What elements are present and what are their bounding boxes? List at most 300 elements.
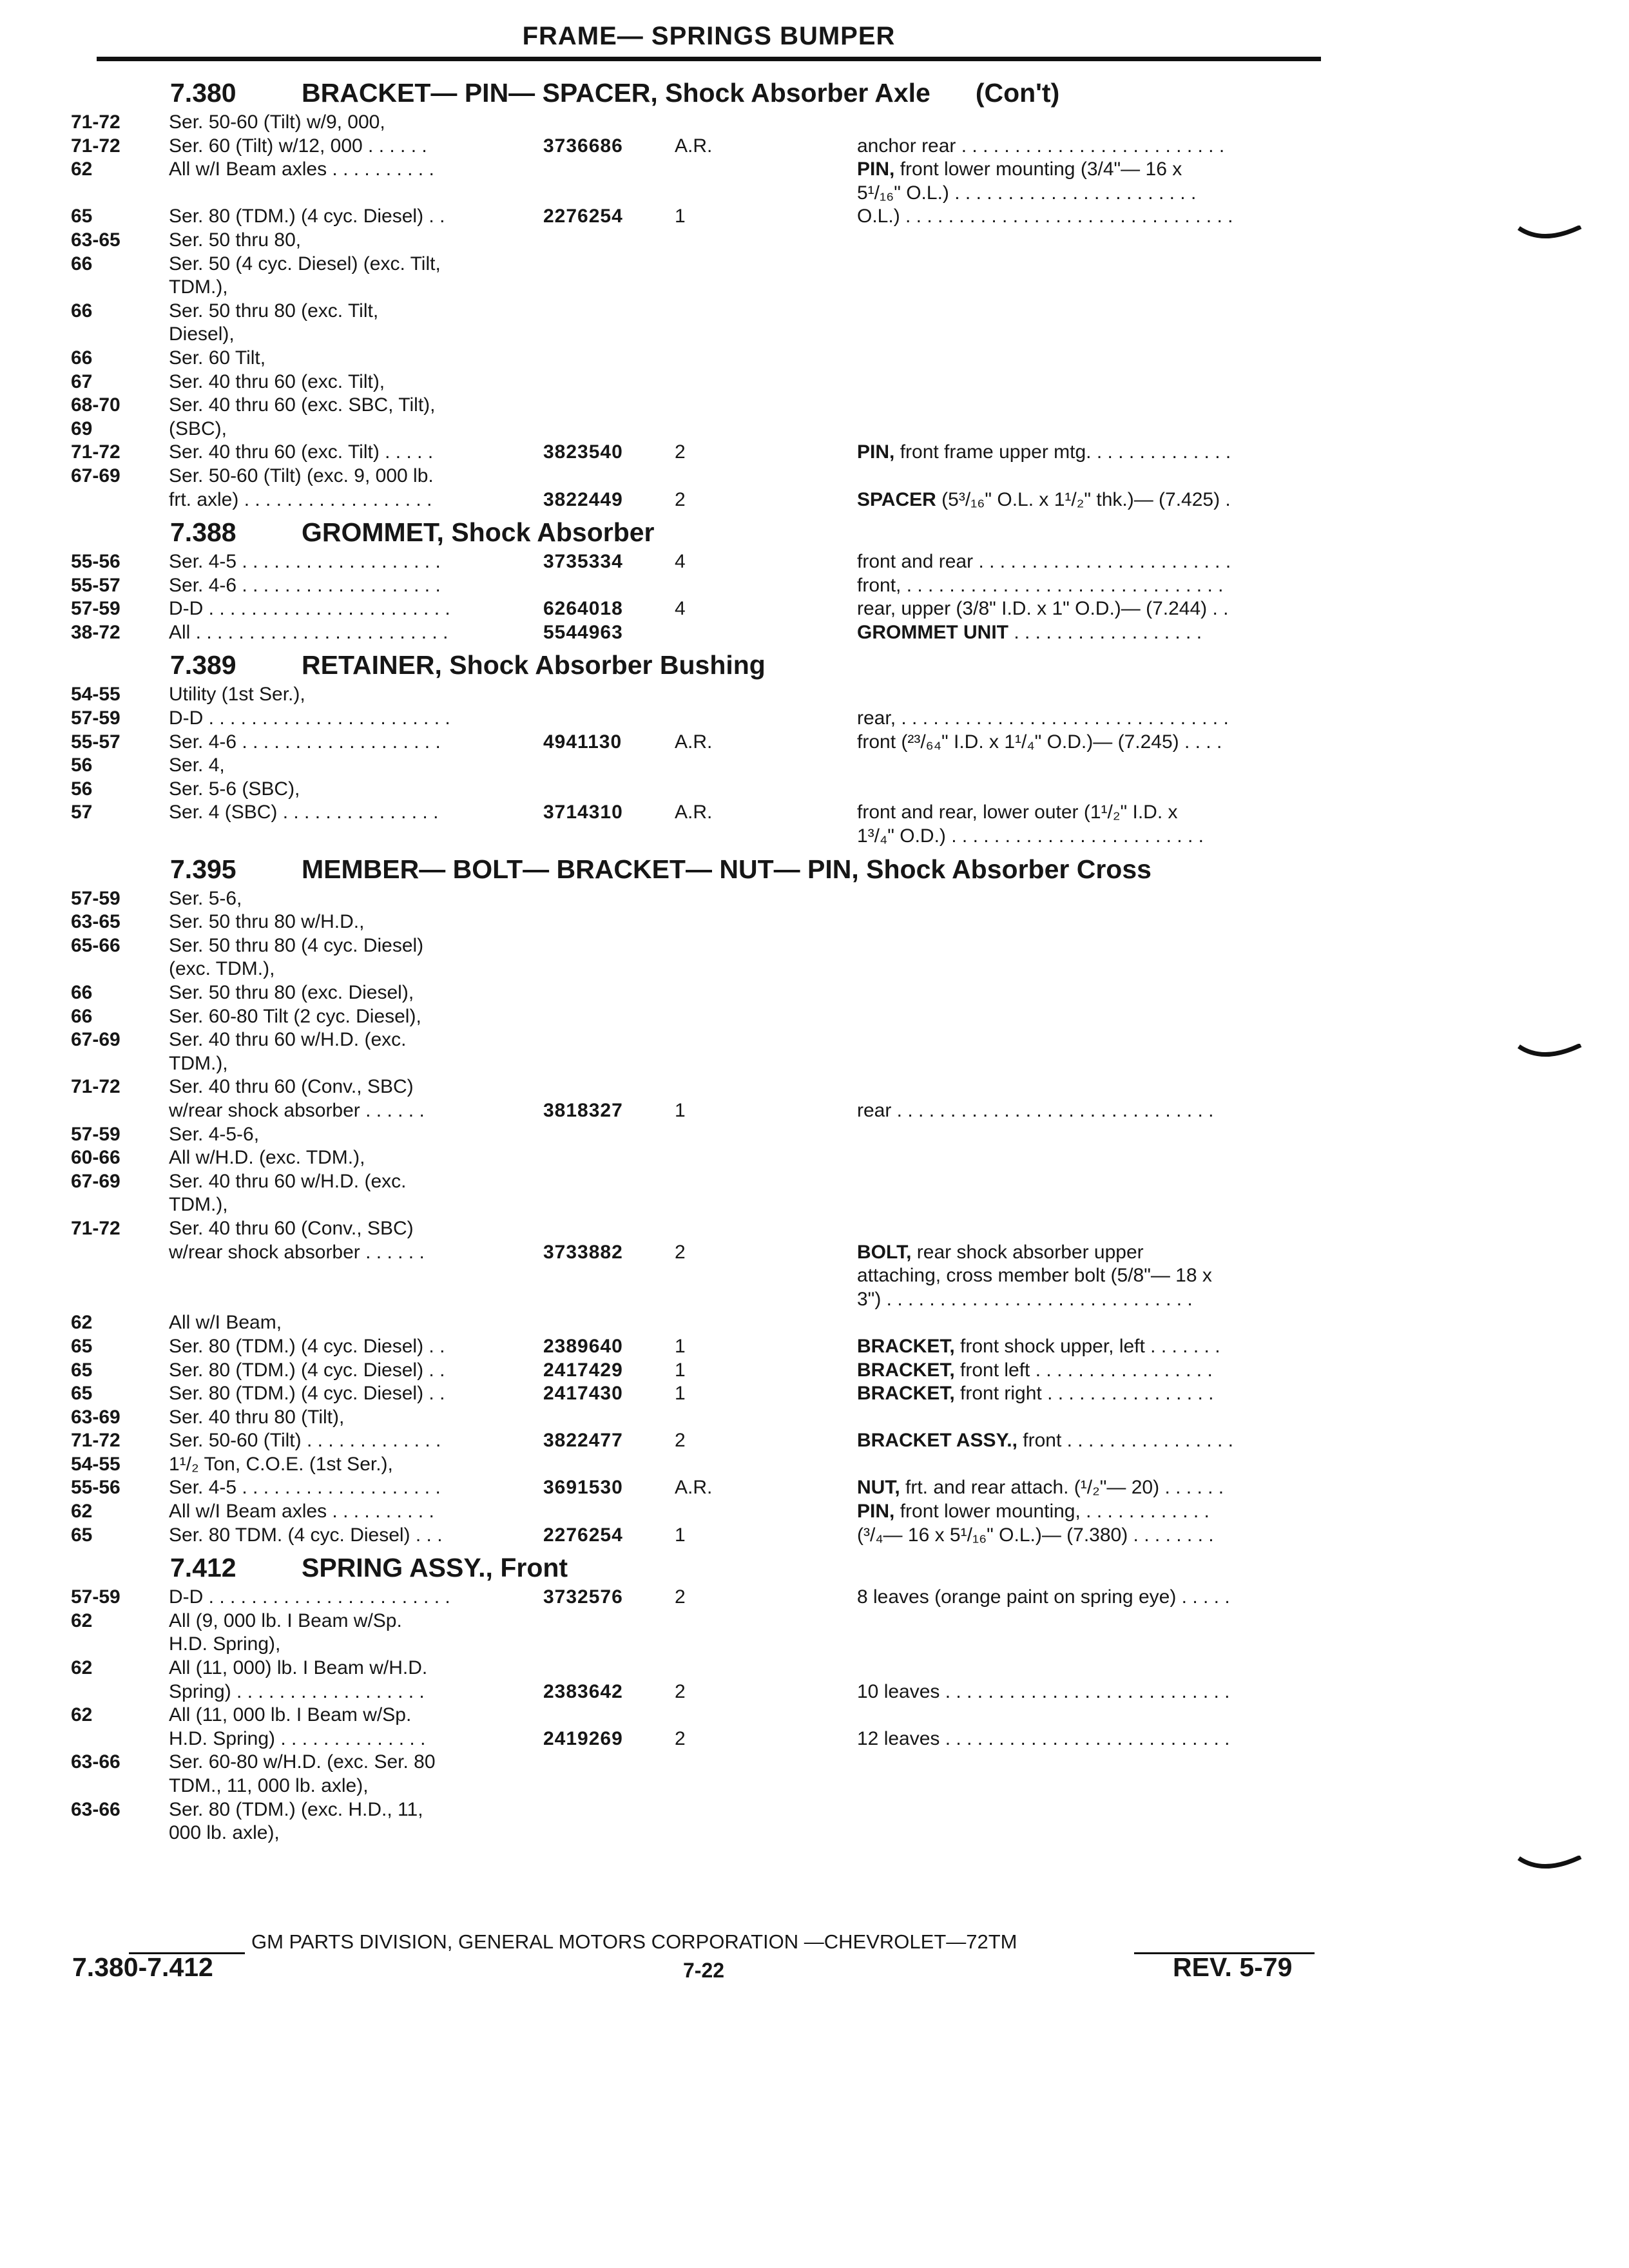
part-detail: front (²³/₆₄" I.D. x 1¹/₄" O.D.)— (7.245) . . . . (857, 731, 1222, 753)
part-description (857, 441, 1392, 465)
quantity: A.R. (675, 731, 713, 753)
application: Ser. 40 thru 60 w/H.D. (exc. (169, 1170, 407, 1192)
part-number: 3714310 (543, 802, 623, 823)
model-year: 65 (71, 206, 93, 227)
part-name: BRACKET ASSY., (857, 1430, 1017, 1452)
model-year: 69 (71, 418, 93, 439)
catalog-row (71, 1774, 1334, 1798)
catalog-row (71, 1633, 1334, 1657)
section-number: 7.395 (170, 854, 236, 884)
application: 1¹/₂ Ton, C.O.E. (1st Ser.), (169, 1453, 393, 1475)
catalog-row (71, 1170, 1334, 1194)
application: All (11, 000) lb. I Beam w/H.D. (169, 1657, 428, 1679)
part-number: 6264018 (543, 598, 623, 620)
catalog-row (71, 1028, 1334, 1052)
quantity: 2 (675, 488, 686, 510)
quantity: 1 (675, 1359, 686, 1381)
footer-division: GM PARTS DIVISION, GENERAL MOTORS CORPORATION —CHEVROLET—72TM (251, 1930, 1017, 1953)
part-detail: front right . . . . . . . . . . . . . . . . (954, 1383, 1214, 1405)
catalog-row (71, 1311, 1334, 1335)
application: Ser. 4, (169, 754, 225, 776)
quantity: 2 (675, 1241, 686, 1263)
application: Ser. 5-6, (169, 887, 242, 909)
part-detail: front lower mounting, . . . . . . . . . . . . (894, 1501, 1210, 1523)
model-year: 55-57 (71, 574, 120, 596)
model-year: 57-59 (71, 1123, 120, 1145)
part-detail: O.L.) . . . . . . . . . . . . . . . . . . . . . . . . . . . . . . . (857, 206, 1233, 227)
catalog-row (71, 887, 1334, 911)
part-description (857, 205, 1392, 229)
application: Ser. 50 thru 80 (exc. Tilt, (169, 300, 379, 322)
application: Ser. 40 thru 60 (exc. SBC, Tilt), (169, 394, 436, 416)
binder-hole-mark (1518, 1856, 1582, 1875)
application: Ser. 50 (4 cyc. Diesel) (exc. Tilt, (169, 253, 441, 274)
model-year: 57-59 (71, 887, 120, 909)
application: Spring) . . . . . . . . . . . . . . . . . . (169, 1680, 425, 1702)
section-title-text: GROMMET, Shock Absorber (302, 517, 655, 548)
application: TDM.), (169, 1052, 228, 1074)
model-year: 71-72 (71, 1076, 120, 1098)
model-year: 57-59 (71, 707, 120, 729)
model-year: 57-59 (71, 598, 120, 620)
catalog-row (71, 158, 1334, 182)
application: Ser. 60 Tilt, (169, 347, 266, 369)
model-year: 66 (71, 1005, 93, 1027)
application: Ser. 4-6 . . . . . . . . . . . . . . . . . . . (169, 731, 441, 753)
quantity: 4 (675, 598, 686, 620)
quantity: 1 (675, 1099, 686, 1121)
application: All w/I Beam axles . . . . . . . . . . (169, 159, 434, 180)
part-name: PIN, (857, 1501, 895, 1523)
catalog-row (71, 1005, 1334, 1029)
catalog-row (71, 465, 1334, 488)
model-year: 66 (71, 300, 93, 322)
part-description (857, 731, 1392, 754)
part-detail: anchor rear . . . . . . . . . . . . . . . . . . . . . . . . . (857, 135, 1225, 157)
model-year: 71-72 (71, 1217, 120, 1239)
part-detail: 5¹/₁₆" O.L.) . . . . . . . . . . . . . . . . . . . . . . . (857, 182, 1197, 204)
catalog-row (71, 488, 1334, 512)
part-name: BRACKET, (857, 1383, 955, 1405)
section-title (302, 647, 766, 683)
application: Ser. 4-5 . . . . . . . . . . . . . . . . . . . (169, 551, 441, 573)
catalog-row (71, 1821, 1334, 1845)
model-year: 66 (71, 253, 93, 274)
footer-section-range: 7.380-7.412 (72, 1952, 213, 1982)
catalog-row (71, 597, 1334, 621)
quantity: 2 (675, 1430, 686, 1452)
part-name: GROMMET UNIT (857, 621, 1008, 643)
catalog-row (71, 574, 1334, 598)
catalog-row (71, 1382, 1334, 1406)
part-detail: (³/₄— 16 x 5¹/₁₆" O.L.)— (7.380) . . . . . . . . (857, 1524, 1214, 1546)
application: Ser. 40 thru 60 (Conv., SBC) (169, 1217, 414, 1239)
application: Ser. 5-6 (SBC), (169, 778, 300, 800)
part-detail: front left . . . . . . . . . . . . . . . . . (954, 1359, 1213, 1381)
application: Ser. 40 thru 60 w/H.D. (exc. (169, 1029, 407, 1051)
section-heading (71, 75, 1334, 111)
part-number: 2383642 (543, 1680, 623, 1702)
part-name: BOLT, (857, 1241, 912, 1263)
application: Ser. 40 thru 80 (Tilt), (169, 1406, 345, 1428)
binder-hole-mark (1518, 1044, 1582, 1063)
catalog-row (71, 621, 1334, 645)
part-detail: frt. and rear attach. (¹/₂"— 20) . . . . . . (900, 1477, 1224, 1499)
quantity: 1 (675, 206, 686, 227)
catalog-row (71, 135, 1334, 159)
catalog-row (71, 441, 1334, 465)
catalog-row (71, 731, 1334, 754)
catalog-row (71, 253, 1334, 276)
model-year: 65 (71, 1335, 93, 1357)
catalog-row (71, 229, 1334, 253)
catalog-row (71, 394, 1334, 418)
part-detail: front, . . . . . . . . . . . . . . . . . . . . . . . . . . . . . . (857, 574, 1224, 596)
application: Ser. 40 thru 60 (Conv., SBC) (169, 1076, 414, 1098)
catalog-row (71, 370, 1334, 394)
part-number: 3691530 (543, 1477, 623, 1499)
model-year: 38-72 (71, 621, 120, 643)
catalog-row (71, 1610, 1334, 1633)
catalog-row (71, 1657, 1334, 1680)
model-year: 57 (71, 802, 93, 823)
part-number: 2417429 (543, 1359, 623, 1381)
part-number: 3822477 (543, 1430, 623, 1452)
model-year: 63-65 (71, 229, 120, 251)
application: Ser. 50-60 (Tilt) w/9, 000, (169, 111, 385, 133)
catalog-row (71, 205, 1334, 229)
catalog-row (71, 1241, 1334, 1265)
part-number: 3818327 (543, 1099, 623, 1121)
application: Ser. 4-5-6, (169, 1123, 260, 1145)
part-description (857, 1524, 1392, 1548)
application: All w/I Beam axles . . . . . . . . . . (169, 1501, 434, 1523)
model-year: 55-56 (71, 1477, 120, 1499)
quantity: A.R. (675, 1477, 713, 1499)
part-description (857, 1500, 1392, 1524)
catalog-row (71, 1406, 1334, 1430)
quantity: A.R. (675, 802, 713, 823)
application: H.D. Spring) . . . . . . . . . . . . . . (169, 1727, 426, 1749)
part-number: 3733882 (543, 1241, 623, 1263)
part-detail: 10 leaves . . . . . . . . . . . . . . . . . . . . . . . . . . . (857, 1680, 1230, 1702)
catalog-row (71, 1500, 1334, 1524)
model-year: 65 (71, 1383, 93, 1405)
catalog-row (71, 1453, 1334, 1477)
catalog-row (71, 1704, 1334, 1727)
application: TDM.), (169, 1194, 228, 1216)
part-description (857, 1359, 1392, 1383)
part-detail: rear shock absorber upper (911, 1241, 1144, 1263)
part-description (857, 1586, 1392, 1610)
part-number: 3735334 (543, 551, 623, 573)
application: Ser. 60 (Tilt) w/12, 000 . . . . . . (169, 135, 427, 157)
model-year: 63-66 (71, 1798, 120, 1820)
catalog-row (71, 550, 1334, 574)
catalog-row (71, 1075, 1334, 1099)
part-name: BRACKET, (857, 1359, 955, 1381)
catalog-row (71, 1052, 1334, 1076)
parts-catalog-body (71, 72, 1334, 1845)
section-continued: (Con't) (975, 78, 1060, 108)
model-year: 55-56 (71, 551, 120, 573)
footer-page-number: 7-22 (683, 1959, 725, 1982)
part-description (857, 825, 1392, 849)
application: All w/H.D. (exc. TDM.), (169, 1147, 365, 1169)
model-year: 62 (71, 1704, 93, 1726)
model-year: 62 (71, 1610, 93, 1631)
application: Ser. 50 thru 80 (exc. Diesel), (169, 982, 414, 1003)
part-detail: front and rear, lower outer (1¹/₂" I.D. x (857, 802, 1178, 823)
model-year: 56 (71, 754, 93, 776)
part-number: 2417430 (543, 1383, 623, 1405)
part-description (857, 1727, 1392, 1751)
part-description (857, 801, 1392, 825)
part-detail: (5³/₁₆" O.L. x 1¹/₂" thk.)— (7.425) . (936, 488, 1231, 510)
catalog-row (71, 347, 1334, 370)
catalog-row (71, 778, 1334, 802)
catalog-row (71, 1264, 1334, 1288)
catalog-row (71, 300, 1334, 323)
part-number: 2419269 (543, 1727, 623, 1749)
application: Ser. 4 (SBC) . . . . . . . . . . . . . . . (169, 802, 439, 823)
part-description (857, 1241, 1392, 1265)
application: D-D . . . . . . . . . . . . . . . . . . . . . . . (169, 1586, 450, 1608)
application: Ser. 4-6 . . . . . . . . . . . . . . . . . . . (169, 574, 441, 596)
application: TDM.), (169, 276, 228, 298)
section-heading (71, 514, 1334, 550)
part-description (857, 574, 1392, 598)
section-title (302, 75, 1059, 111)
application: Ser. 80 (TDM.) (4 cyc. Diesel) . . (169, 1383, 445, 1405)
catalog-row (71, 418, 1334, 441)
catalog-row (71, 1359, 1334, 1383)
section-title (302, 1550, 568, 1586)
part-number: 2389640 (543, 1335, 623, 1357)
catalog-row (71, 1217, 1334, 1241)
catalog-row (71, 1751, 1334, 1774)
catalog-row (71, 957, 1334, 981)
section-title-text: BRACKET— PIN— SPACER, Shock Absorber Axle (302, 78, 930, 108)
section-heading (71, 851, 1334, 887)
catalog-row (71, 276, 1334, 300)
part-description (857, 1382, 1392, 1406)
catalog-row (71, 1798, 1334, 1822)
catalog-row (71, 111, 1334, 135)
part-detail: front and rear . . . . . . . . . . . . . . . . . . . . . . . . (857, 551, 1231, 573)
quantity: 1 (675, 1335, 686, 1357)
application: frt. axle) . . . . . . . . . . . . . . . . . . (169, 488, 432, 510)
application: All (11, 000 lb. I Beam w/Sp. (169, 1704, 412, 1726)
part-detail: 3") . . . . . . . . . . . . . . . . . . . . . . . . . . . . . (857, 1288, 1193, 1310)
application: TDM., 11, 000 lb. axle), (169, 1775, 369, 1796)
part-description (857, 1429, 1392, 1453)
catalog-row (71, 910, 1334, 934)
part-number: 3736686 (543, 135, 623, 157)
part-detail: rear, upper (3/8" I.D. x 1" O.D.)— (7.244) . . (857, 598, 1229, 620)
application: Utility (1st Ser.), (169, 684, 305, 706)
section-number: 7.389 (170, 650, 236, 680)
model-year: 66 (71, 982, 93, 1003)
application: (exc. TDM.), (169, 958, 275, 980)
model-year: 54-55 (71, 1453, 120, 1475)
part-description (857, 707, 1392, 731)
catalog-row (71, 1586, 1334, 1610)
application: Ser. 40 thru 60 (exc. Tilt) . . . . . (169, 441, 434, 463)
quantity: 1 (675, 1383, 686, 1405)
application: Ser. 80 (TDM.) (4 cyc. Diesel) . . (169, 1335, 445, 1357)
page-title: FRAME— SPRINGS BUMPER (522, 22, 896, 50)
catalog-row (71, 1335, 1334, 1359)
application: Ser. 50-60 (Tilt) (exc. 9, 000 lb. (169, 465, 434, 486)
model-year: 56 (71, 778, 93, 800)
section-heading (71, 647, 1334, 683)
catalog-row (71, 801, 1334, 825)
part-description (857, 135, 1392, 159)
application: Ser. 40 thru 60 (exc. Tilt), (169, 370, 385, 392)
model-year: 63-69 (71, 1406, 120, 1428)
quantity: 2 (675, 441, 686, 463)
quantity: 2 (675, 1680, 686, 1702)
application: Ser. 80 (TDM.) (exc. H.D., 11, (169, 1798, 423, 1820)
model-year: 71-72 (71, 1430, 120, 1452)
part-number: 3732576 (543, 1586, 623, 1608)
part-description (857, 1264, 1392, 1288)
catalog-row (71, 1099, 1334, 1123)
catalog-row (71, 182, 1334, 206)
part-name: SPACER (857, 488, 936, 510)
catalog-row (71, 1476, 1334, 1500)
part-description (857, 1335, 1392, 1359)
catalog-row (71, 1288, 1334, 1312)
catalog-row (71, 1727, 1334, 1751)
part-detail: front frame upper mtg. . . . . . . . . . . . . . (894, 441, 1231, 463)
section-number: 7.380 (170, 78, 236, 108)
part-number: 3822449 (543, 488, 623, 510)
catalog-row (71, 981, 1334, 1005)
application: Ser. 50 thru 80 w/H.D., (169, 911, 365, 933)
application: Ser. 80 (TDM.) (4 cyc. Diesel) . . (169, 206, 445, 227)
section-number: 7.388 (170, 517, 236, 548)
application: All . . . . . . . . . . . . . . . . . . . . . . . . (169, 621, 448, 643)
part-description (857, 550, 1392, 574)
model-year: 65 (71, 1359, 93, 1381)
part-name: PIN, (857, 159, 895, 180)
quantity: 4 (675, 551, 686, 573)
part-detail: rear, . . . . . . . . . . . . . . . . . . . . . . . . . . . . . . . (857, 707, 1229, 729)
model-year: 65 (71, 1524, 93, 1546)
part-detail: 8 leaves (orange paint on spring eye) . . . . . (857, 1586, 1230, 1608)
catalog-row (71, 1524, 1334, 1548)
model-year: 68-70 (71, 394, 120, 416)
part-detail: front . . . . . . . . . . . . . . . . (1017, 1430, 1234, 1452)
catalog-row (71, 934, 1334, 958)
title-rule (97, 57, 1321, 61)
section-title (302, 851, 1152, 887)
catalog-row (71, 323, 1334, 347)
part-name: PIN, (857, 441, 895, 463)
part-description (857, 1099, 1392, 1123)
section-title-text: SPRING ASSY., Front (302, 1553, 568, 1583)
section-title-text: RETAINER, Shock Absorber Bushing (302, 650, 766, 680)
part-name: NUT, (857, 1477, 900, 1499)
application: Ser. 60-80 w/H.D. (exc. Ser. 80 (169, 1751, 436, 1773)
section-title (302, 514, 655, 550)
part-number: 5544963 (543, 621, 623, 643)
application: H.D. Spring), (169, 1633, 281, 1655)
application: Ser. 4-5 . . . . . . . . . . . . . . . . . . . (169, 1477, 441, 1499)
application: 000 lb. axle), (169, 1822, 280, 1844)
model-year: 62 (71, 159, 93, 180)
application: All (9, 000 lb. I Beam w/Sp. (169, 1610, 402, 1631)
catalog-row (71, 1429, 1334, 1453)
part-number: 4941130 (543, 731, 622, 753)
model-year: 66 (71, 347, 93, 369)
part-description (857, 1288, 1392, 1312)
catalog-row (71, 1680, 1334, 1704)
model-year: 62 (71, 1501, 93, 1523)
application: Ser. 80 TDM. (4 cyc. Diesel) . . . (169, 1524, 443, 1546)
catalog-row (71, 683, 1334, 707)
quantity: 2 (675, 1586, 686, 1608)
model-year: 60-66 (71, 1147, 120, 1169)
part-number: 2276254 (543, 206, 623, 227)
section-number: 7.412 (170, 1553, 236, 1583)
application: Ser. 80 (TDM.) (4 cyc. Diesel) . . (169, 1359, 445, 1381)
model-year: 71-72 (71, 111, 120, 133)
model-year: 71-72 (71, 135, 120, 157)
quantity: 2 (675, 1727, 686, 1749)
catalog-row (71, 754, 1334, 778)
catalog-row (71, 1193, 1334, 1217)
part-detail: front lower mounting (3/4"— 16 x (894, 159, 1182, 180)
model-year: 62 (71, 1312, 93, 1334)
application: w/rear shock absorber . . . . . . (169, 1099, 425, 1121)
application: Ser. 50 thru 80, (169, 229, 302, 251)
part-detail: rear . . . . . . . . . . . . . . . . . . . . . . . . . . . . . . (857, 1099, 1214, 1121)
application: Ser. 50 thru 80 (4 cyc. Diesel) (169, 934, 424, 956)
part-detail: front shock upper, left . . . . . . . (954, 1335, 1220, 1357)
part-detail: 12 leaves . . . . . . . . . . . . . . . . . . . . . . . . . . . (857, 1727, 1230, 1749)
model-year: 67-69 (71, 1029, 120, 1051)
model-year: 62 (71, 1657, 93, 1679)
model-year: 67-69 (71, 465, 120, 486)
catalog-row (71, 1146, 1334, 1170)
section-title-text: MEMBER— BOLT— BRACKET— NUT— PIN, Shock Absorber Cross (302, 854, 1152, 884)
part-description (857, 158, 1392, 182)
application: Diesel), (169, 323, 235, 345)
catalog-row (71, 825, 1334, 849)
part-description (857, 597, 1392, 621)
part-description (857, 1476, 1392, 1500)
part-number: 3823540 (543, 441, 623, 463)
footer-revision: REV. 5-79 (1173, 1952, 1293, 1982)
application: Ser. 60-80 Tilt (2 cyc. Diesel), (169, 1005, 421, 1027)
application: w/rear shock absorber . . . . . . (169, 1241, 425, 1263)
binder-hole-mark (1518, 226, 1582, 245)
catalog-row (71, 707, 1334, 731)
model-year: 63-66 (71, 1751, 120, 1773)
model-year: 55-57 (71, 731, 120, 753)
model-year: 63-65 (71, 911, 120, 933)
part-detail: 1³/₄" O.D.) . . . . . . . . . . . . . . . . . . . . . . . . (857, 825, 1204, 847)
model-year: 67-69 (71, 1170, 120, 1192)
application: D-D . . . . . . . . . . . . . . . . . . . . . . . (169, 598, 450, 620)
application: Ser. 50-60 (Tilt) . . . . . . . . . . . . . (169, 1430, 441, 1452)
part-name: BRACKET, (857, 1335, 955, 1357)
quantity: 1 (675, 1524, 686, 1546)
model-year: 65-66 (71, 934, 120, 956)
